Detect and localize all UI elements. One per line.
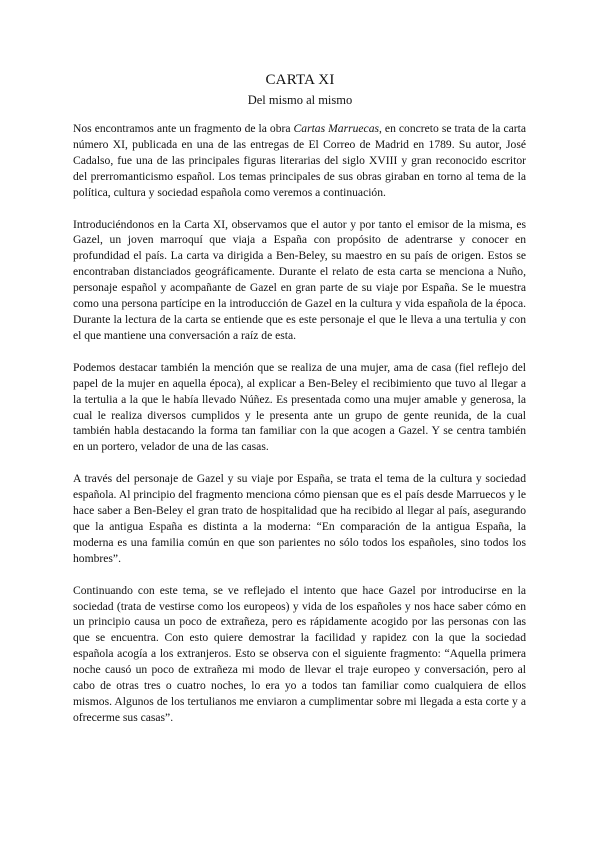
document-title: CARTA XI xyxy=(265,72,335,88)
paragraph-1 xyxy=(73,121,526,201)
paragraph-3: Podemos destacar también la mención que se realiza de una mujer, ama de casa (fiel reflejo del papel de la mujer en aquella época), al explicar a Ben-Beley el recibimiento que tuvo al llegar a la tertulia a la que le había llevado Núñez. Es presentada como una mujer amable y generosa, la cual le realiza diversos cumplidos y le presenta ante un grupo de gente reunida, de la cual también habla destacando la forma tan familiar con la que acogen a Gazel. Y se centra también en un portero, velador de una de las casas. xyxy=(73,360,526,454)
paragraph-5: Continuando con este tema, se ve reflejado el intento que hace Gazel por introducirse en la sociedad (trata de vestirse como los europeos) y vida de los españoles y nos hace saber cómo en un principio causa un poco de extrañeza, pero es rápidamente acogido por las personas con las que se encuentra. Con esto quiere demostrar la facilidad y rapidez con la que la sociedad española acogía a los extranjeros. Esto se observa con el siguiente fragmento: “Aquella primera noche causó un poco de extrañeza mi modo de llevar el traje europeo y conversación, pero al cabo de otras tres o cuatro noches, lo era yo a todos tan familiar como cualquiera de ellos mismos. Algunos de los tertulianos me enviaron a cumplimentar sobre mi llegada a esta corte y a ofrecerme sus casas”. xyxy=(73,583,526,724)
document-body xyxy=(73,121,526,742)
paragraph-2: Introduciéndonos en la Carta XI, observamos que el autor y por tanto el emisor de la misma, es Gazel, un joven marroquí que viaja a España con propósito de adentrarse y conocer en profundidad el país. La carta va dirigida a Ben-Beley, su maestro en su país de origen. Estos se encontraban distanciados geográficamente. Durante el relato de esta carta se menciona a Nuño, personaje español y acompañante de Gazel en gran parte de su viaje por España. Se le muestra como una persona partícipe en la introducción de Gazel en la cultura y vida española de la época. Durante la lectura de la carta se entiende que es este personaje el que le lleva a una tertulia y con el que mantiene una conversación a raíz de esta. xyxy=(73,217,526,342)
book-title-italic: Cartas Marruecas xyxy=(293,122,380,135)
paragraph-1-text-start: Nos encontramos ante un fragmento de la obra xyxy=(73,122,294,135)
document-subtitle: Del mismo al mismo xyxy=(247,93,353,107)
paragraph-4: A través del personaje de Gazel y su viaje por España, se trata el tema de la cultura y sociedad española. Al principio del fragmento menciona cómo piensan que es el país desde Marruecos y le hace saber a Ben-Beley el gran trato de hospitalidad que ha recibido al llegar al país, asegurando que la antigua España es distinta a la moderna: “En comparación de la antigua España, la moderna es una familia común en que son parientes no sólo todos los españoles, sino todos los hombres”. xyxy=(73,472,526,565)
paragraph-1-text-end: , en concreto se trata de la carta número XI, publicada en una de las entregas de El Correo de Madrid en 1789. Su autor, José Cadalso, fue una de las principales figuras literarias del siglo XVIII y gran reconocido escritor del prerromanticismo español. Los temas principales de sus obras giraban en torno al tema de la política, cultura y sociedad española como veremos a continuación. xyxy=(73,122,526,199)
